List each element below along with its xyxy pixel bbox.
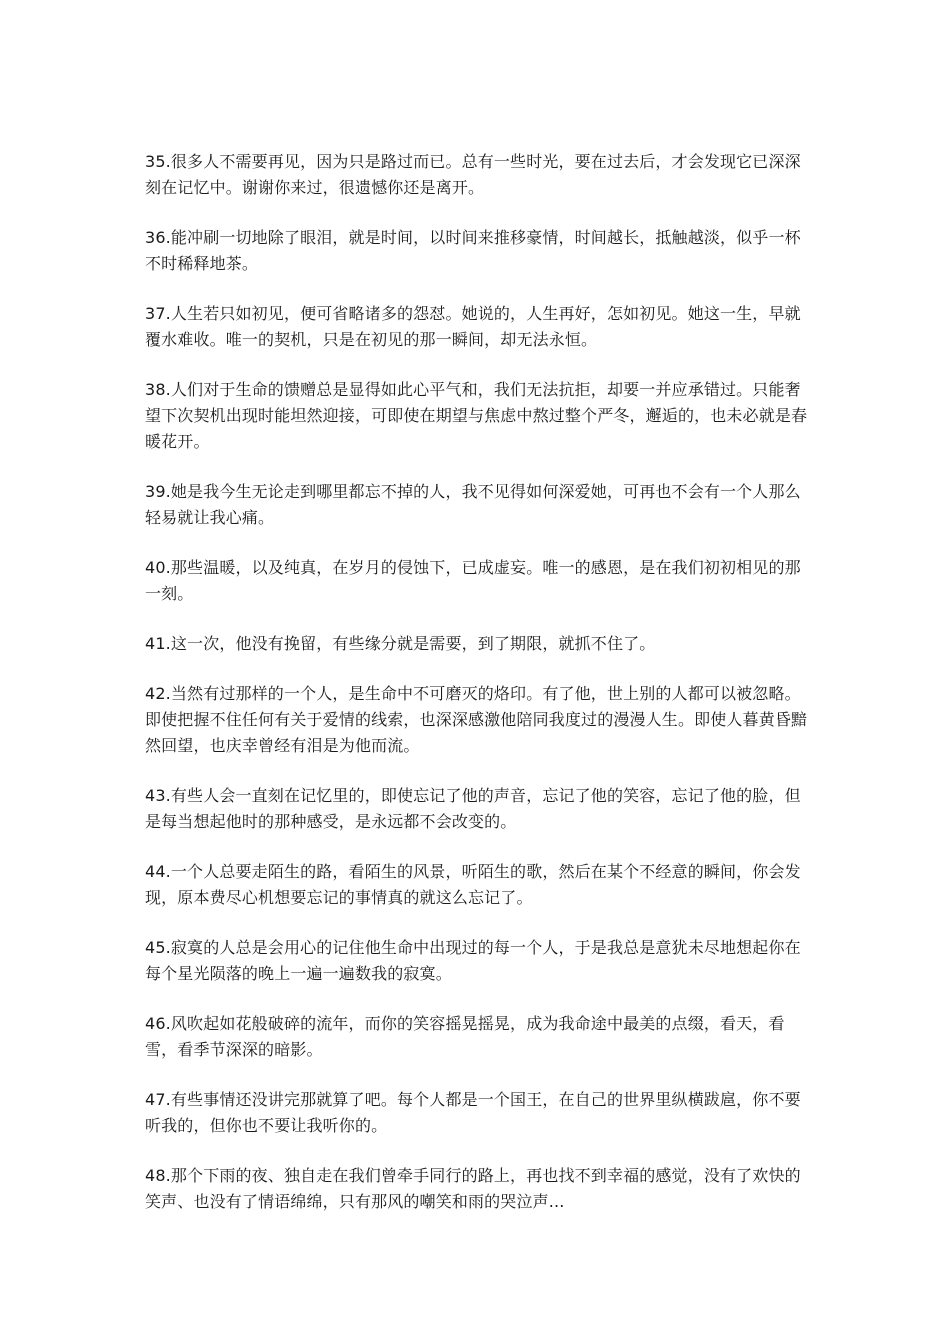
document-body xyxy=(145,149,813,1239)
quote-paragraph-38: 38.人们对于生命的馈赠总是显得如此心平气和，我们无法抗拒，却要一并应承错过。只能奢望下次契机出现时能坦然迎接，可即使在期望与焦虑中熬过整个严冬，邂逅的，也未必就是春暖花开。 xyxy=(145,380,808,451)
quote-paragraph-46: 46.风吹起如花般破碎的流年，而你的笑容摇晃摇晃，成为我命途中最美的点缀，看天，看雪，看季节深深的暗影。 xyxy=(145,1014,785,1059)
quote-paragraph-44: 44.一个人总要走陌生的路，看陌生的风景，听陌生的歌，然后在某个不经意的瞬间，你会发现，原本费尽心机想要忘记的事情真的就这么忘记了。 xyxy=(145,862,801,907)
quote-paragraph-40: 40.那些温暖，以及纯真，在岁月的侵蚀下，已成虚妄。唯一的感恩，是在我们初初相见的那一刻。 xyxy=(145,558,801,603)
quote-paragraph-45: 45.寂寞的人总是会用心的记住他生命中出现过的每一个人，于是我总是意犹未尽地想起你在每个星光陨落的晚上一遍一遍数我的寂寞。 xyxy=(145,938,801,983)
quote-paragraph-39: 39.她是我今生无论走到哪里都忘不掉的人，我不见得如何深爱她，可再也不会有一个人那么轻易就让我心痛。 xyxy=(145,482,801,527)
quote-paragraph-37: 37.人生若只如初见，便可省略诸多的怨怼。她说的，人生再好，怎如初见。她这一生，早就覆水难收。唯一的契机，只是在初见的那一瞬间，却无法永恒。 xyxy=(145,304,801,349)
quote-paragraph-36: 36.能冲刷一切地除了眼泪，就是时间，以时间来推移豪情，时间越长，抵触越淡，似乎一杯不时稀释地茶。 xyxy=(145,228,801,273)
quote-paragraph-42: 42.当然有过那样的一个人，是生命中不可磨灭的烙印。有了他，世上别的人都可以被忽略。即使把握不住任何有关于爱情的线索，也深深感激他陪同我度过的漫漫人生。即使人暮黄昏黯然回望，也庆幸曾经有泪是为他而流。 xyxy=(145,684,808,755)
quote-paragraph-43: 43.有些人会一直刻在记忆里的，即使忘记了他的声音，忘记了他的笑容，忘记了他的脸，但是每当想起他时的那种感受，是永远都不会改变的。 xyxy=(145,786,801,831)
quote-paragraph-47: 47.有些事情还没讲完那就算了吧。每个人都是一个国王，在自己的世界里纵横跋扈，你不要听我的，但你也不要让我听你的。 xyxy=(145,1090,801,1135)
quote-paragraph-41: 41.这一次，他没有挽留，有些缘分就是需要，到了期限，就抓不住了。 xyxy=(145,634,656,653)
quote-paragraph-48: 48.那个下雨的夜、独自走在我们曾牵手同行的路上，再也找不到幸福的感觉，没有了欢快的笑声、也没有了情语绵绵，只有那风的嘲笑和雨的哭泣声... xyxy=(145,1166,801,1211)
quote-paragraph-35: 35.很多人不需要再见，因为只是路过而已。总有一些时光，要在过去后，才会发现它已深深刻在记忆中。谢谢你来过，很遗憾你还是离开。 xyxy=(145,152,801,197)
